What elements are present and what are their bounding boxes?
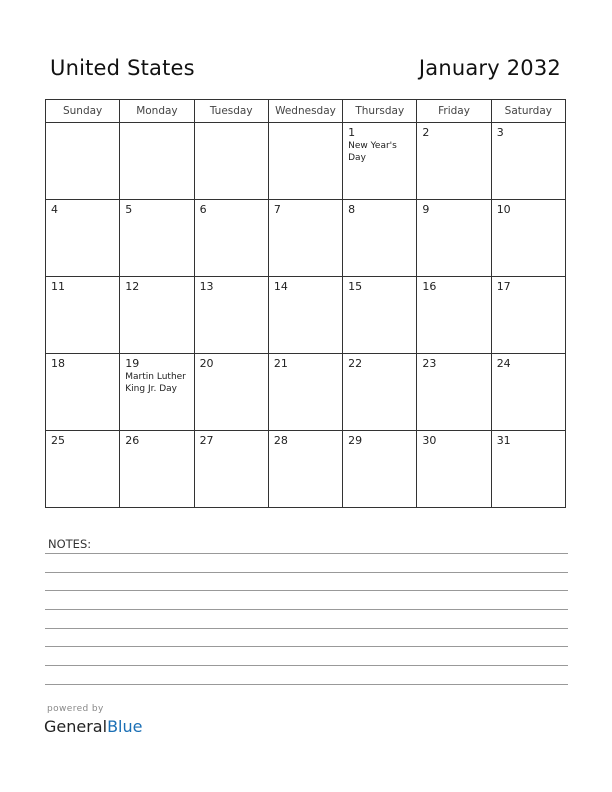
- day-number: 19: [125, 357, 140, 370]
- day-cell: [268, 123, 342, 200]
- day-number: 29: [348, 434, 363, 447]
- brand-blue-text: Blue: [107, 717, 143, 736]
- day-number: 8: [348, 203, 356, 216]
- day-number: 23: [422, 357, 437, 370]
- calendar-grid: [45, 99, 566, 508]
- weekday-monday: Monday: [120, 100, 194, 123]
- week-row: [46, 200, 566, 277]
- powered-by-text: powered by: [47, 704, 104, 714]
- day-cell: [343, 431, 417, 508]
- day-cell: [417, 431, 491, 508]
- day-cell: [491, 200, 565, 277]
- day-cell: [120, 431, 194, 508]
- note-line: [45, 665, 568, 666]
- note-line: [45, 646, 568, 647]
- day-number: 4: [51, 203, 58, 216]
- day-number: 1: [348, 126, 356, 139]
- day-cell: [120, 123, 194, 200]
- day-cell: [120, 200, 194, 277]
- weekday-friday: Friday: [417, 100, 491, 123]
- day-number: 28: [273, 434, 288, 447]
- note-line: [45, 553, 568, 554]
- week-row: [46, 277, 566, 354]
- day-cell: [46, 123, 120, 200]
- day-cell: [491, 431, 565, 508]
- note-line: [45, 590, 568, 591]
- weekday-header-row: [46, 100, 566, 123]
- country-title: United States: [50, 56, 195, 80]
- day-cell: [194, 354, 268, 431]
- day-cell: [491, 277, 565, 354]
- day-number: 30: [422, 434, 437, 447]
- holiday-label: New Year's Day: [348, 141, 397, 163]
- day-cell: [194, 200, 268, 277]
- day-number: 14: [273, 280, 288, 293]
- day-cell: [343, 277, 417, 354]
- day-cell: [417, 200, 491, 277]
- day-number: 31: [496, 434, 511, 447]
- day-cell: [120, 277, 194, 354]
- day-number: 10: [496, 203, 511, 216]
- day-number: 24: [496, 357, 511, 370]
- day-cell: [194, 431, 268, 508]
- day-cell: [417, 123, 491, 200]
- day-number: 6: [199, 203, 207, 216]
- day-number: 17: [496, 280, 511, 293]
- day-cell: [343, 200, 417, 277]
- day-cell: [46, 431, 120, 508]
- month-year-title: January 2032: [418, 56, 561, 80]
- day-number: 3: [496, 126, 504, 139]
- day-cell: [491, 354, 565, 431]
- day-number: 2: [422, 126, 430, 139]
- day-number: 11: [51, 280, 65, 293]
- day-number: 20: [199, 357, 214, 370]
- day-number: 5: [125, 203, 133, 216]
- day-cell: [491, 123, 565, 200]
- day-number: 15: [348, 280, 363, 293]
- day-number: 12: [125, 280, 140, 293]
- holiday-label: Martin Luther King Jr. Day: [125, 372, 186, 394]
- day-cell: [268, 200, 342, 277]
- day-number: 26: [125, 434, 140, 447]
- day-cell: [120, 354, 194, 431]
- note-line: [45, 684, 568, 685]
- day-number: 7: [273, 203, 281, 216]
- weekday-wednesday: Wednesday: [268, 100, 342, 123]
- week-row: [46, 431, 566, 508]
- day-cell: [343, 123, 417, 200]
- note-line: [45, 628, 568, 629]
- day-cell: [417, 277, 491, 354]
- day-cell: [46, 277, 120, 354]
- day-number: 13: [199, 280, 214, 293]
- day-number: 25: [51, 434, 65, 447]
- notes-label: NOTES:: [48, 537, 92, 551]
- note-line: [45, 572, 568, 573]
- day-cell: [417, 354, 491, 431]
- generalblue-logo[interactable]: [44, 717, 142, 736]
- weekday-sunday: Sunday: [46, 100, 120, 123]
- week-row: [46, 354, 566, 431]
- day-number: 9: [422, 203, 430, 216]
- day-number: 16: [422, 280, 437, 293]
- note-line: [45, 609, 568, 610]
- day-cell: [46, 200, 120, 277]
- day-number: 21: [273, 357, 288, 370]
- day-cell: [268, 354, 342, 431]
- day-number: 27: [199, 434, 214, 447]
- day-cell: [194, 277, 268, 354]
- day-cell: [268, 277, 342, 354]
- day-cell: [343, 354, 417, 431]
- brand-general-text: General: [44, 717, 108, 736]
- day-cell: [194, 123, 268, 200]
- day-cell: [268, 431, 342, 508]
- day-number: 18: [51, 357, 65, 370]
- weekday-thursday: Thursday: [343, 100, 417, 123]
- weekday-tuesday: Tuesday: [194, 100, 268, 123]
- week-row: [46, 123, 566, 200]
- day-number: 22: [348, 357, 363, 370]
- day-cell: [46, 354, 120, 431]
- weekday-saturday: Saturday: [491, 100, 565, 123]
